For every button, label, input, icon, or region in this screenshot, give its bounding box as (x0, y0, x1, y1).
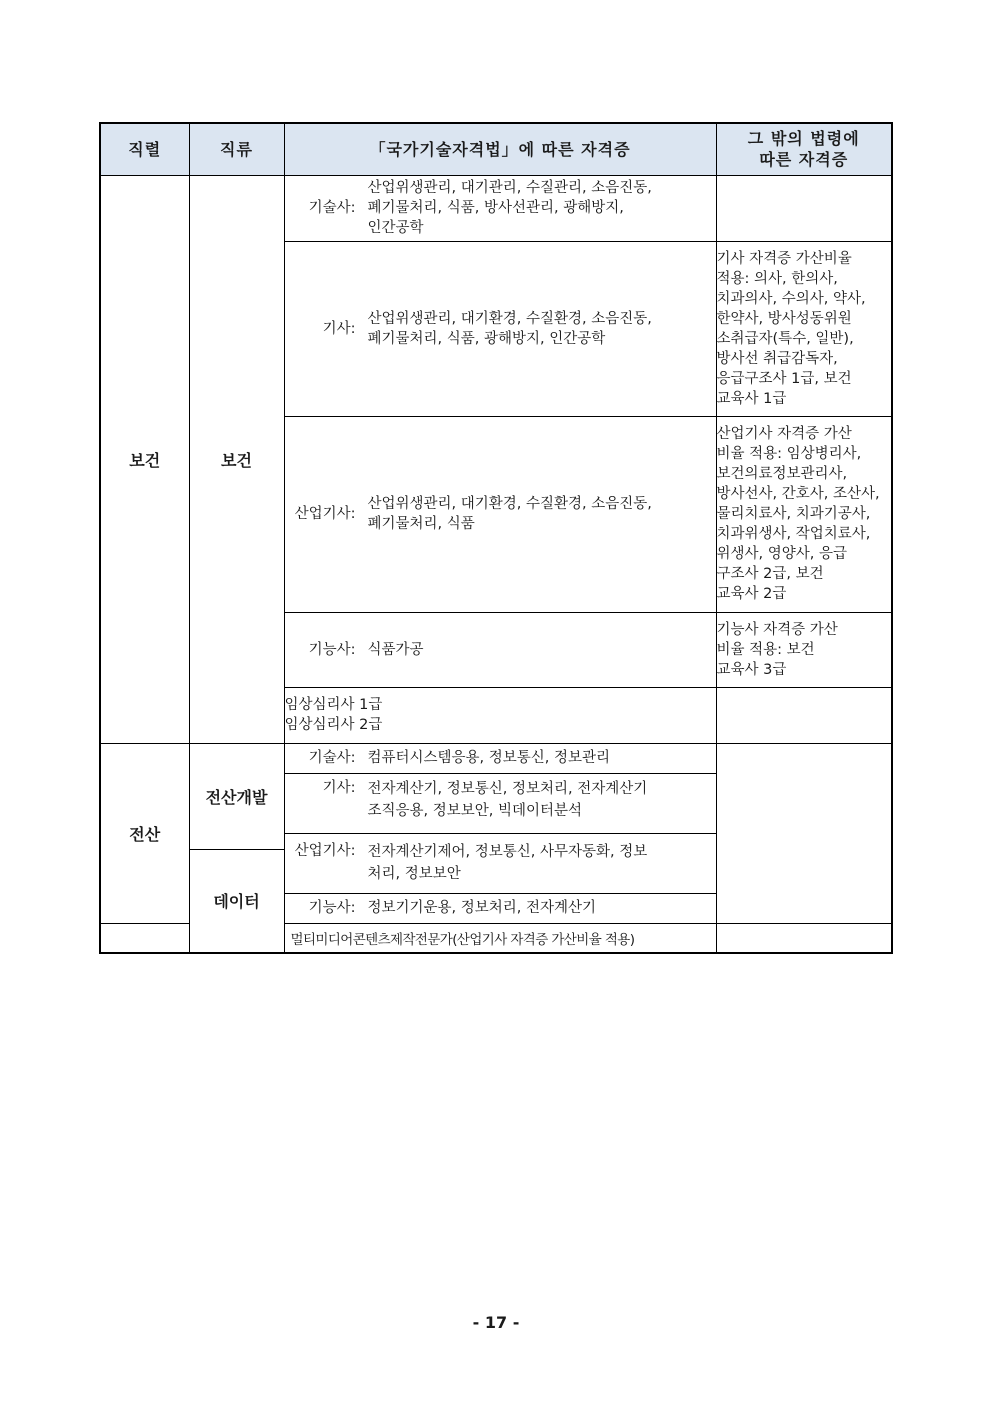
grade-value: 산업위생관리, 대기환경, 수질환경, 소음진동, 폐기물처리, 식품, 광해방지, 인간공학 (367, 310, 652, 347)
header-national-cert: 「국가기술자격법」에 따른 자격증 (284, 123, 716, 175)
computing-saneop-cell (284, 833, 716, 893)
grade-value: 산업위생관리, 대기관리, 수질관리, 소음진동, 폐기물처리, 식품, 방사선관리, 광해방지, 인간공학 (367, 180, 652, 236)
health-gisa-cell (284, 241, 716, 416)
health-extra-other (716, 687, 892, 743)
grade-label: 기능사: (308, 900, 356, 916)
computing-multimedia-other (716, 923, 892, 953)
grade-label: 산업기사: (294, 843, 356, 859)
grade-value: 전자계산기제어, 정보통신, 사무자동화, 정보 처리, 정보보안 (367, 844, 648, 882)
health-extra-cell: 임상심리사 1급 임상심리사 2급 (284, 687, 716, 743)
grade-label: 기술사: (308, 750, 356, 766)
grade-value: 식품가공 (367, 641, 424, 658)
grade-value: 전자계산기, 정보통신, 정보처리, 전자계산기 조직응용, 정보보안, 빅데이터분석 (367, 780, 648, 819)
grade-label: 기능사: (308, 641, 356, 658)
header-row (100, 123, 892, 175)
computing-gisulsa-cell (284, 743, 716, 773)
health-gisulsa-cell (284, 175, 716, 241)
series-computing-cont (100, 923, 189, 953)
grade-label: 산업기사: (294, 506, 356, 522)
grade-label: 기사: (322, 779, 356, 796)
health-saneop-other: 산업기사 자격증 가산 비율 적용: 임상병리사, 보건의료정보관리사, 방사선사, 간호사, 조산사, 물리치료사, 치과기공사, 치과위생사, 작업치료사, 위생사, 영양사, 응급 구조사 2급, 보건 교육사 2급 (716, 416, 892, 612)
header-class: 직류 (189, 123, 284, 175)
health-gisa-other: 기사 자격증 가산비율 적용: 의사, 한의사, 치과의사, 수의사, 약사, 한약사, 방사성동위원 소취급자(특수, 일반), 방사선 취급감독자, 응급구조사 1급, 보건 교육사 1급 (716, 241, 892, 416)
computing-gineungsa-cell (284, 893, 716, 923)
header-series: 직렬 (100, 123, 189, 175)
class-data: 데이터 (189, 849, 284, 953)
page-number: - 17 - (472, 1313, 520, 1332)
health-gineungsa-cell (284, 612, 716, 687)
health-saneop-cell (284, 416, 716, 612)
series-computing: 전산 (100, 743, 189, 923)
grade-value: 정보기기운용, 정보처리, 전자계산기 (367, 900, 597, 916)
computing-multimedia-cell: 멀티미디어콘텐츠제작전문가(산업기사 자격증 가산비율 적용) (284, 923, 716, 953)
health-gisulsa-other (716, 175, 892, 241)
grade-value: 산업위생관리, 대기환경, 수질환경, 소음진동, 폐기물처리, 식품 (367, 496, 652, 532)
computing-gisa-cell (284, 773, 716, 833)
health-gineungsa-other: 기능사 자격증 가산 비율 적용: 보건 교육사 3급 (716, 612, 892, 687)
grade-value: 컴퓨터시스템응용, 정보통신, 정보관리 (367, 750, 611, 766)
qualification-table (99, 122, 893, 954)
header-other-cert: 그 밖의 법령에 따른 자격증 (716, 123, 892, 175)
class-computing-dev: 전산개발 (189, 743, 284, 849)
computing-gisulsa-row (100, 743, 892, 773)
health-gisulsa-row (100, 175, 892, 241)
class-health: 보건 (189, 175, 284, 743)
series-health: 보건 (100, 175, 189, 743)
grade-label: 기술사: (308, 200, 356, 216)
grade-label: 기사: (322, 320, 356, 337)
computing-other (716, 743, 892, 923)
